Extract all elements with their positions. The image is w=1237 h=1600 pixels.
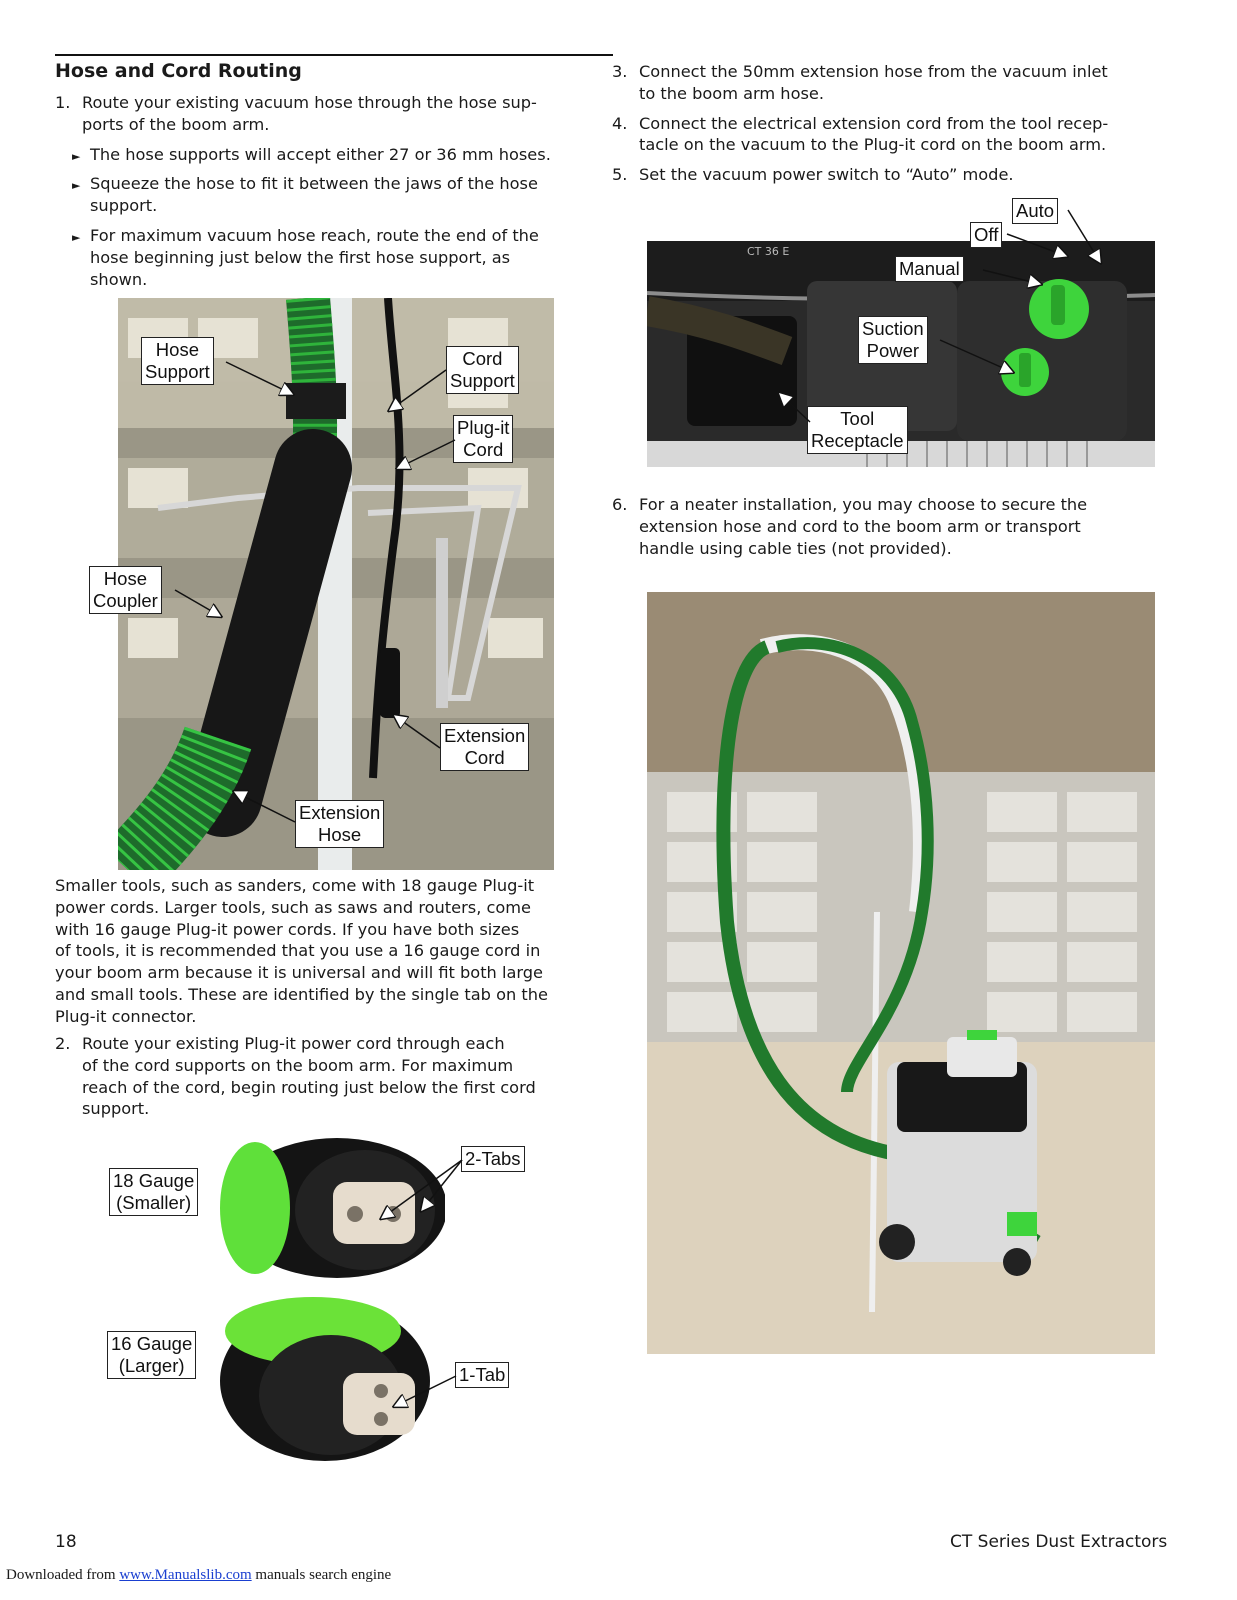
download-footer: Downloaded from www.Manualslib.com manuals search engine bbox=[6, 1567, 392, 1583]
callout-18-gauge: 18 Gauge (Smaller) bbox=[109, 1168, 198, 1216]
bullet-text: shown. bbox=[90, 269, 148, 289]
callout-hose-support: Hose Support bbox=[141, 337, 214, 385]
bullet-text: Squeeze the hose to fit it between the jaws of the hose bbox=[90, 174, 538, 194]
step-1-line-a: Route your existing vacuum hose through the hose sup- bbox=[82, 93, 537, 112]
section-rule bbox=[55, 54, 613, 56]
installation-illustration bbox=[647, 592, 1155, 1354]
step-number: 6. bbox=[612, 495, 628, 514]
bullet-text: hose beginning just below the first hose support, as bbox=[90, 247, 511, 267]
bullet-item bbox=[55, 173, 615, 217]
model-text: CT 36 E bbox=[747, 245, 790, 258]
step-3: 3. Connect the 50mm extension hose from the vacuum inlet to the boom arm hose. bbox=[612, 62, 1108, 103]
step-number: 4. bbox=[612, 113, 628, 133]
callout-tool-receptacle: Tool Receptacle bbox=[807, 406, 908, 454]
plug-18-gauge-image bbox=[215, 1132, 445, 1280]
plug-16-gauge-illustration bbox=[213, 1295, 443, 1465]
step-number: 1. bbox=[55, 93, 71, 112]
section-title: Hose and Cord Routing bbox=[55, 60, 302, 82]
callout-manual: Manual bbox=[895, 256, 964, 282]
step-number: 5. bbox=[612, 165, 628, 185]
plug-18-gauge-illustration bbox=[215, 1132, 445, 1280]
callout-suction-power: Suction Power bbox=[858, 316, 928, 364]
document-title: CT Series Dust Extractors bbox=[950, 1532, 1168, 1552]
bullet-text: For maximum vacuum hose reach, route the end of the bbox=[90, 225, 539, 245]
callout-hose-coupler: Hose Coupler bbox=[89, 566, 162, 614]
callout-16-gauge: 16 Gauge (Larger) bbox=[107, 1331, 196, 1379]
bullet-item bbox=[55, 225, 615, 290]
step-number: 2. bbox=[55, 1034, 71, 1053]
bullet-icon: ► bbox=[72, 230, 81, 244]
bullet-icon: ► bbox=[72, 149, 81, 163]
step-4: 4. Connect the electrical extension cord from the tool recep- tacle on the vacuum to the Plug-it cord on the boom arm. bbox=[612, 113, 1109, 155]
callout-plugit-cord: Plug-it Cord bbox=[453, 415, 513, 463]
installation-photo bbox=[647, 592, 1155, 1354]
bullet-text: support. bbox=[90, 196, 158, 216]
callout-auto: Auto bbox=[1012, 198, 1058, 224]
step-2: 2. Route your existing Plug-it power cord through each of the cord supports on the boom arm. For maximum reach of the cord, begin routing just below the first cord support. bbox=[55, 1034, 536, 1119]
bullet-icon: ► bbox=[72, 179, 81, 193]
step-5: 5. Set the vacuum power switch to “Auto” mode. bbox=[612, 165, 1014, 185]
step-1-line-b: ports of the boom arm. bbox=[82, 114, 270, 134]
manualslib-link[interactable]: www.Manualslib.com bbox=[119, 1567, 252, 1583]
plug-16-gauge-image bbox=[213, 1295, 443, 1465]
callout-extension-hose: Extension Hose bbox=[295, 800, 384, 848]
step-1 bbox=[55, 92, 615, 290]
gauge-paragraph: Smaller tools, such as sanders, come with 18 gauge Plug-it power cords. Larger tools, such as saws and routers, come with 16 gauge Plug-it power cords. If you have both sizes of tools, it is recommended that you use a 16 gauge cord in your boom arm because it is universal and will fit both large and small tools. These are identified by the single tab on the Plug-it connector. bbox=[55, 876, 548, 1026]
callout-off: Off bbox=[970, 222, 1002, 248]
callout-cord-support: Cord Support bbox=[446, 346, 519, 394]
bullet-item bbox=[55, 144, 615, 166]
steps-3-5 bbox=[612, 61, 1172, 186]
callout-1-tab: 1-Tab bbox=[455, 1362, 509, 1388]
step-number: 3. bbox=[612, 62, 628, 81]
callout-extension-cord: Extension Cord bbox=[440, 723, 529, 771]
bullet-text: The hose supports will accept either 27 or 36 mm hoses. bbox=[90, 144, 551, 164]
step-6: 6. For a neater installation, you may choose to secure the extension hose and cord to the boom arm or transport handle using cable ties (not provided). bbox=[612, 495, 1088, 558]
callout-2-tabs: 2-Tabs bbox=[461, 1146, 525, 1172]
page-number: 18 bbox=[55, 1532, 77, 1552]
